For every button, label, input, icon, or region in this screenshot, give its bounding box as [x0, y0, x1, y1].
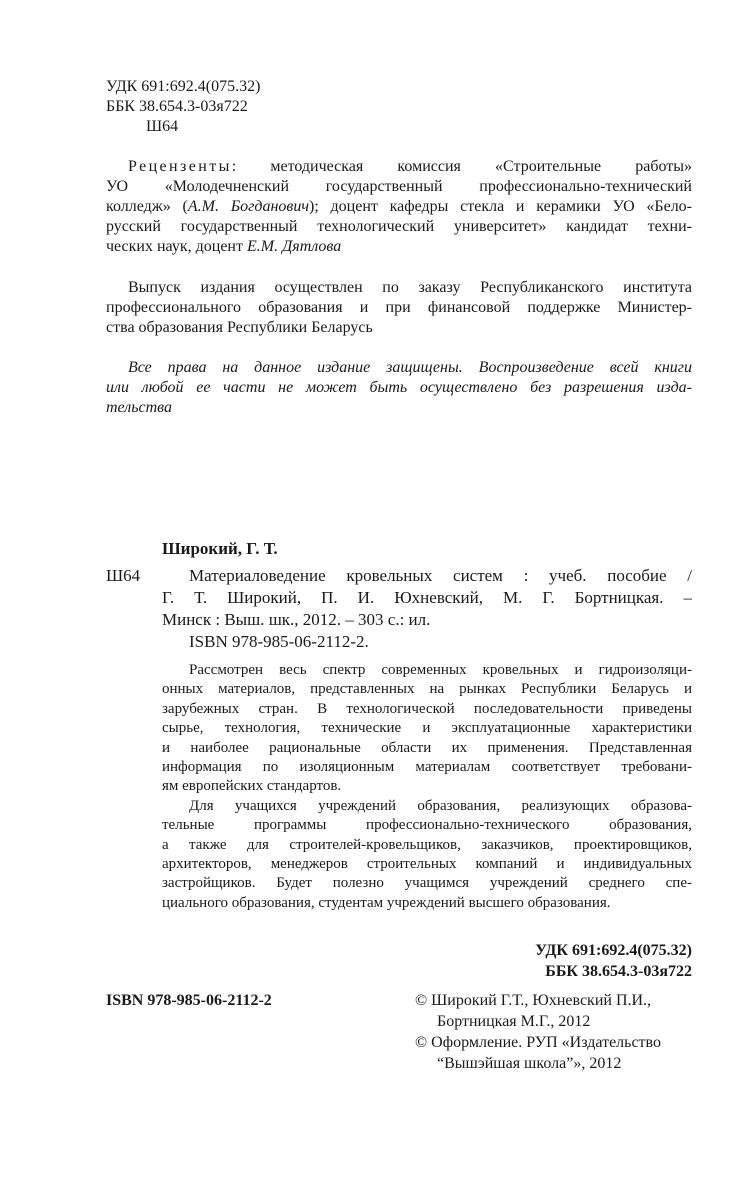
annotation-line: сырье, технология, технические и эксплуатационные характеристики — [162, 720, 692, 737]
release-line-3: ства образования Республики Беларусь — [106, 319, 373, 336]
reviewers-block — [106, 157, 692, 257]
rights-notice — [106, 358, 692, 418]
annotation-line: и наиболее рациональные области их применения. Представленная — [162, 739, 692, 756]
annotation-line: онных материалов, представленных на рынках Республики Беларусь и — [162, 681, 692, 698]
annotation-line: архитекторов, менеджеров строительных компаний и индивидуальных — [162, 856, 692, 873]
copyright-authors: © Широкий Г.Т., Юхневский П.И., — [415, 992, 652, 1009]
annotation-line: Для учащихся учреждений образования, реализующих образова- — [189, 797, 692, 814]
catalog-bbk: ББК 38.654.3-03я722 — [545, 963, 692, 980]
bib-isbn: ISBN 978-985-06-2112-2. — [189, 632, 369, 651]
bib-line-1: Материаловедение кровельных систем : учеб. пособие / — [189, 566, 692, 585]
bibliographic-description — [162, 565, 692, 653]
annotation-line: ям европейских стандартов. — [162, 778, 342, 795]
copyright-design: © Оформление. РУП «Издательство — [415, 1034, 661, 1051]
copyright-block — [415, 990, 705, 1074]
bbk-code: ББК 38.654.3-03я722 — [106, 98, 248, 115]
catalog-indexes — [535, 940, 692, 982]
catalog-udk: УДК 691:692.4(075.32) — [535, 942, 692, 959]
isbn: ISBN 978-985-06-2112-2 — [106, 992, 272, 1009]
bib-line-3: Минск : Выш. шк., 2012. – 303 с.: ил. — [162, 610, 431, 629]
copyright-design-cont: “Вышэйшая школа”», 2012 — [437, 1055, 622, 1072]
annotation-line: застройщиков. Будет полезно учащимся учреждений среднего спе- — [162, 875, 692, 892]
annotation-line: циального образования, студентам учреждений высшего образования. — [162, 894, 611, 911]
annotation-line: тельные программы профессионально-технического образования, — [162, 817, 692, 834]
rights-line-2: или любой ее части не может быть осуществлено без разрешения изда- — [106, 379, 692, 396]
annotation-line: а также для строителей-кровельщиков, заказчиков, проектировщиков, — [162, 836, 692, 853]
release-line-1: Выпуск издания осуществлен по заказу Республиканского института — [128, 279, 692, 296]
reviewer-name-dyatlova: Е.М. Дятлова — [246, 238, 342, 255]
annotation-line: Рассмотрен весь спектр современных кровельных и гидроизоляци- — [189, 662, 692, 678]
rights-line-1: Все права на данное издание защищены. Воспроизведение всей книги — [128, 359, 692, 376]
author-cipher: Ш64 — [146, 118, 179, 135]
copyright-authors-cont: Бортницкая М.Г., 2012 — [437, 1013, 591, 1030]
annotation-paragraph-1 — [162, 661, 692, 797]
release-note — [106, 278, 692, 338]
classification-header — [106, 77, 366, 137]
reviewers-line-1: : методическая комиссия «Строительные работы» — [231, 158, 692, 175]
reviewers-line-2: УО «Молодечненский государственный профессионально-технический — [106, 178, 692, 195]
reviewers-line-4: русский государственный технологический университет» кандидат техни- — [106, 218, 692, 235]
rights-line-3: тельства — [106, 399, 173, 416]
reviewers-line-5: ческих наук, доцент Е.М. Дятлова — [106, 238, 342, 255]
reviewer-name-bogdanovich: А.М. Богданович — [187, 198, 310, 215]
release-line-2: профессионального образования и при финансовой поддержке Министер- — [106, 299, 692, 316]
annotation-line: зарубежных стран. В технологической последовательности приведены — [162, 700, 692, 717]
annotation-line: информация по изоляционным материалам соответствует требовани- — [162, 759, 692, 776]
reviewers-line-3: колледж» (А.М. Богданович); доцент кафедры стекла и керамики УО «Бело- — [106, 198, 693, 215]
catalog-cipher: Ш64 — [106, 566, 141, 585]
reviewers-label: Рецензенты — [128, 158, 232, 175]
annotation — [162, 661, 692, 913]
catalog-author: Широкий, Г. Т. — [162, 539, 278, 558]
annotation-paragraph-2 — [162, 797, 692, 913]
udk-code: УДК 691:692.4(075.32) — [106, 78, 261, 95]
bib-line-2: Г. Т. Широкий, П. И. Юхневский, М. Г. Бортницкая. – — [162, 588, 692, 607]
